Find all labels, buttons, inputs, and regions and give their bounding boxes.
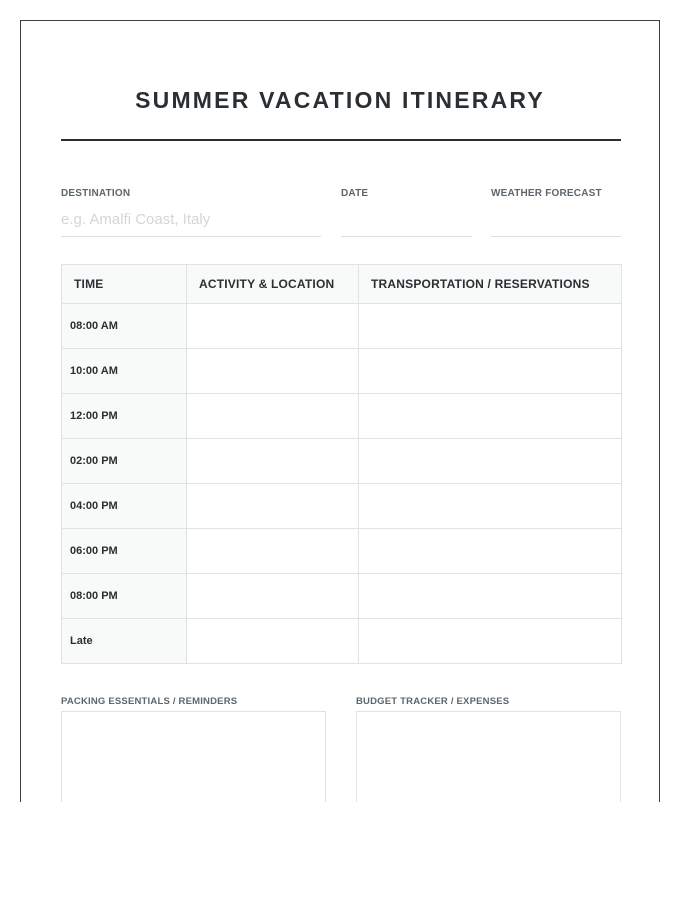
packing-label: PACKING ESSENTIALS / REMINDERS xyxy=(61,696,238,707)
time-cell: 10:00 AM xyxy=(62,349,187,394)
weather-field xyxy=(491,187,621,237)
destination-input[interactable] xyxy=(61,205,321,237)
time-cell: 12:00 PM xyxy=(62,394,187,439)
weather-label: WEATHER FORECAST xyxy=(491,188,602,199)
destination-label: DESTINATION xyxy=(61,188,131,199)
page-title: SUMMER VACATION ITINERARY xyxy=(135,87,545,113)
table-row xyxy=(62,484,622,529)
time-cell: Late xyxy=(62,619,187,664)
transport-column-header: TRANSPORTATION / RESERVATIONS xyxy=(359,265,622,304)
date-field xyxy=(341,187,472,237)
table-row xyxy=(62,439,622,484)
budget-notes-box[interactable] xyxy=(356,711,621,802)
time-cell: 08:00 AM xyxy=(62,304,187,349)
transport-cell[interactable] xyxy=(359,304,622,349)
transport-cell[interactable] xyxy=(359,394,622,439)
packing-notes-box[interactable] xyxy=(61,711,326,802)
table-row xyxy=(62,619,622,664)
transport-cell[interactable] xyxy=(359,484,622,529)
table-row xyxy=(62,394,622,439)
schedule-table xyxy=(61,264,622,664)
transport-cell[interactable] xyxy=(359,574,622,619)
table-header-row xyxy=(62,265,622,304)
time-cell: 04:00 PM xyxy=(62,484,187,529)
activity-cell[interactable] xyxy=(187,439,359,484)
time-cell: 08:00 PM xyxy=(62,574,187,619)
time-column-header: TIME xyxy=(62,265,187,304)
activity-cell[interactable] xyxy=(187,349,359,394)
activity-cell[interactable] xyxy=(187,529,359,574)
table-row xyxy=(62,574,622,619)
budget-label: BUDGET TRACKER / EXPENSES xyxy=(356,696,510,707)
table-row xyxy=(62,349,622,394)
activity-cell[interactable] xyxy=(187,304,359,349)
table-row xyxy=(62,304,622,349)
transport-cell[interactable] xyxy=(359,439,622,484)
activity-cell[interactable] xyxy=(187,484,359,529)
activity-column-header: ACTIVITY & LOCATION xyxy=(187,265,359,304)
transport-cell[interactable] xyxy=(359,529,622,574)
weather-input[interactable] xyxy=(491,205,621,237)
time-cell: 06:00 PM xyxy=(62,529,187,574)
itinerary-sheet xyxy=(20,20,660,802)
destination-field xyxy=(61,187,321,237)
transport-cell[interactable] xyxy=(359,619,622,664)
activity-cell[interactable] xyxy=(187,574,359,619)
date-input[interactable] xyxy=(341,205,472,237)
transport-cell[interactable] xyxy=(359,349,622,394)
table-row xyxy=(62,529,622,574)
date-label: DATE xyxy=(341,188,369,199)
activity-cell[interactable] xyxy=(187,619,359,664)
time-cell: 02:00 PM xyxy=(62,439,187,484)
title-divider xyxy=(61,139,621,141)
activity-cell[interactable] xyxy=(187,394,359,439)
